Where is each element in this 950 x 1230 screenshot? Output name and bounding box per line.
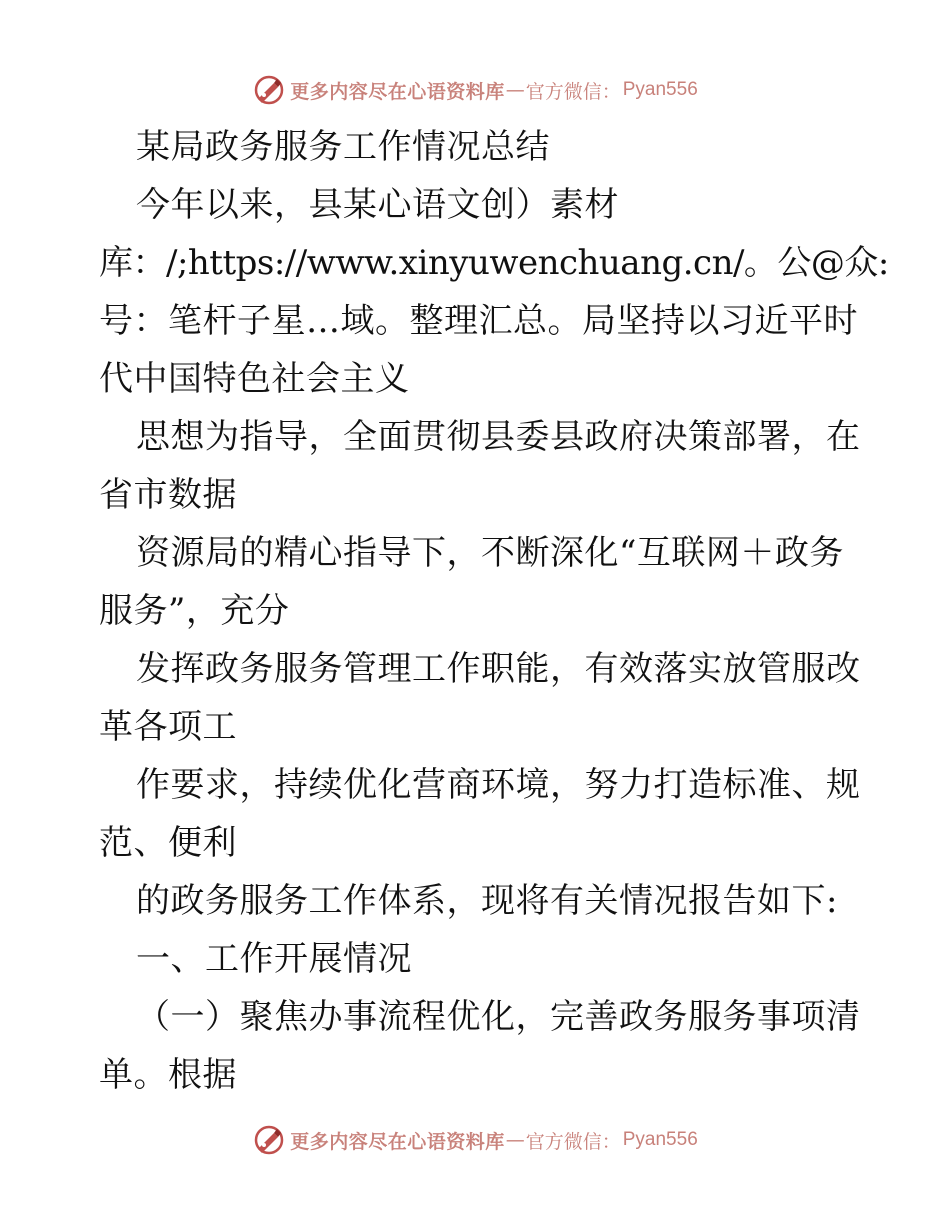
doc-line-url: 库：/;https://www.xinyuwenchuang.cn/。公@众: bbox=[99, 243, 889, 283]
doc-line: 发挥政务服务管理工作职能，有效落实放管服改 bbox=[136, 649, 861, 689]
doc-line: 省市数据 bbox=[99, 475, 237, 515]
watermark-label: 官方微信： bbox=[525, 1130, 621, 1153]
doc-line: 作要求，持续优化营商环境，努力打造标准、规 bbox=[136, 765, 861, 805]
document-body bbox=[99, 118, 889, 1104]
watermark-separator: — bbox=[505, 1129, 525, 1151]
pen-logo-icon bbox=[252, 73, 286, 107]
pen-logo-icon bbox=[252, 1123, 286, 1157]
doc-line: 单。根据 bbox=[99, 1055, 237, 1095]
doc-line: 服务”，充分 bbox=[99, 591, 290, 631]
section-heading: 一、工作开展情况 bbox=[136, 939, 412, 979]
watermark-separator: — bbox=[505, 79, 525, 101]
doc-line: 革各项工 bbox=[99, 707, 237, 747]
doc-line: 今年以来，县某心语文创）素材 bbox=[136, 185, 619, 225]
watermark-wechat-id: Pyan556 bbox=[622, 79, 698, 100]
subsection-heading: （一）聚焦办事流程优化，完善政务服务事项清 bbox=[136, 997, 861, 1037]
watermark-prefix: 更多内容尽在心语资料库 bbox=[290, 80, 505, 103]
doc-line: 代中国特色社会主义 bbox=[99, 359, 410, 399]
header-watermark bbox=[0, 70, 950, 110]
watermark-label: 官方微信： bbox=[525, 80, 621, 103]
doc-line: 范、便利 bbox=[99, 823, 237, 863]
doc-line: 号：笔杆子星…域。整理汇总。局坚持以习近平时 bbox=[99, 301, 858, 341]
watermark-prefix: 更多内容尽在心语资料库 bbox=[290, 1130, 505, 1153]
doc-line: 资源局的精心指导下，不断深化“互联网＋政务 bbox=[136, 533, 844, 573]
doc-line: 思想为指导，全面贯彻县委县政府决策部署，在 bbox=[136, 417, 861, 457]
watermark-wechat-id: Pyan556 bbox=[622, 1129, 698, 1150]
doc-line: 的政务服务工作体系，现将有关情况报告如下: bbox=[136, 881, 838, 921]
footer-watermark bbox=[0, 1120, 950, 1160]
doc-title: 某局政务服务工作情况总结 bbox=[136, 127, 550, 167]
